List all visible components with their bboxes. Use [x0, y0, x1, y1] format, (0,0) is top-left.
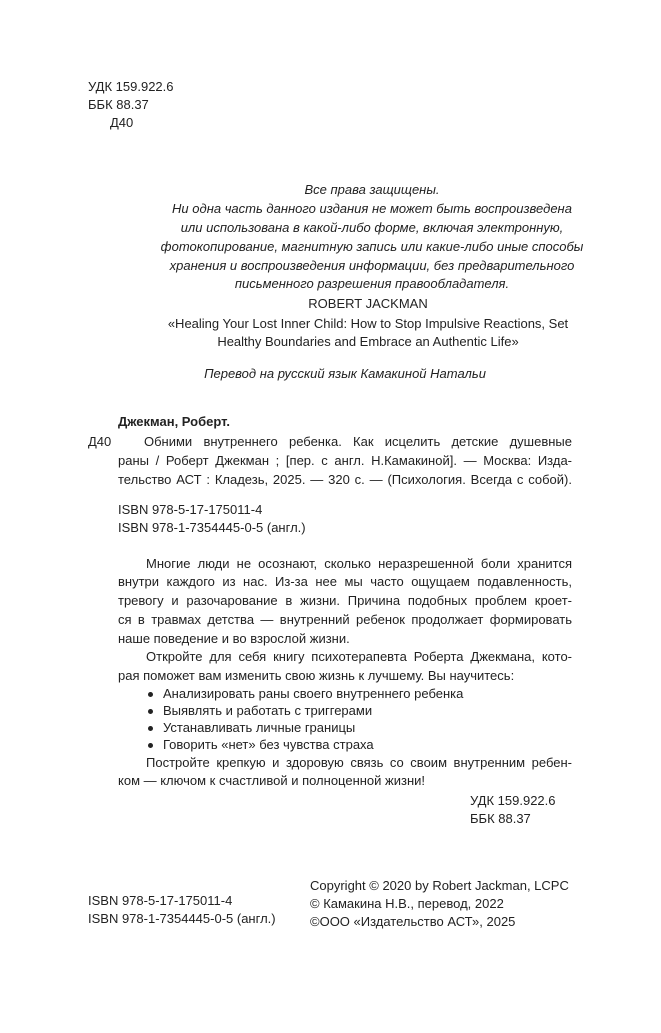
bullet-item — [148, 720, 355, 735]
rights-line: фотокопирование, магнитную запись или какие-либо иные способы — [160, 239, 584, 254]
annotation-line: наше поведение и во взрослой жизни. — [118, 631, 350, 646]
copyright-line: ©ООО «Издательство АСТ», 2025 — [310, 914, 516, 929]
rights-line: хранения и воспроизведения информации, без предварительного — [169, 258, 575, 273]
bullet-icon — [148, 743, 153, 748]
bullet-icon — [148, 726, 153, 731]
bullet-icon — [148, 692, 153, 697]
bullet-item — [148, 737, 374, 752]
annotation-line: Откройте для себя книгу психотерапевта Роберта Джекмана, кото- — [146, 649, 572, 664]
bullet-text: Выявлять и работать с триггерами — [163, 703, 373, 718]
bullet-icon — [148, 709, 153, 714]
rights-line: Ни одна часть данного издания не может быть воспроизведена — [172, 201, 572, 216]
catalog-line: раны / Роберт Джекман ; [пер. с англ. Н.Камакиной]. — Москва: Изда- — [118, 453, 572, 468]
annotation-line: тревогу и разочарование в жизни. Причина подобных проблем кроет- — [118, 593, 572, 608]
isbn-line: ISBN 978-1-7354445-0-5 (англ.) — [88, 911, 276, 926]
translation-credit: Перевод на русский язык Камакиной Натальи — [204, 366, 486, 381]
annotation-line: Постройте крепкую и здоровую связь со своим внутренним ребен- — [146, 755, 572, 770]
annotation-line: ком — ключом к счастливой и полноценной жизни! — [118, 773, 426, 788]
bullet-text: Говорить «нет» без чувства страха — [163, 737, 374, 752]
catalog-isbn: ISBN 978-5-17-175011-4 — [118, 502, 263, 517]
copyright-line: Copyright © 2020 by Robert Jackman, LCPC — [310, 878, 569, 893]
footer-udk: УДК 159.922.6 — [470, 793, 556, 808]
catalog-line: Обними внутреннего ребенка. Как исцелить детские душевные — [144, 434, 572, 449]
annotation-line: Многие люди не осознают, сколько неразрешенной боли хранится — [146, 556, 572, 571]
bullet-item — [148, 703, 372, 718]
annotation-line: ся в травмах детства — внутренний ребенок продолжает формировать — [118, 612, 572, 627]
original-title-line: «Healing Your Lost Inner Child: How to Stop Impulsive Reactions, Set — [167, 316, 569, 331]
udk-code: УДК 159.922.6 — [88, 79, 174, 94]
catalog-code: Д40 — [88, 434, 112, 449]
catalog-line: тельство АСТ : Кладезь, 2025. — 320 с. — (Психология. Всегда с собой). — [118, 472, 572, 487]
rights-line: письменного разрешения правообладателя. — [234, 276, 510, 291]
rights-line: или использована в какой-либо форме, включая электронную, — [180, 220, 564, 235]
bullet-text: Анализировать раны своего внутреннего ребенка — [163, 686, 464, 701]
bullet-text: Устанавливать личные границы — [163, 720, 356, 735]
annotation-line: рая поможет вам изменить свою жизнь к лучшему. Вы научитесь: — [118, 668, 515, 683]
annotation-line: внутри каждого из нас. Из-за нее мы часто ощущаем подавленность, — [118, 574, 572, 589]
catalog-author: Джекман, Роберт. — [118, 414, 230, 429]
catalog-isbn: ISBN 978-1-7354445-0-5 (англ.) — [118, 520, 306, 535]
footer-bbk: ББК 88.37 — [470, 811, 531, 826]
bullet-item — [148, 686, 463, 701]
isbn-line: ISBN 978-5-17-175011-4 — [88, 893, 233, 908]
original-title-line: Healthy Boundaries and Embrace an Authentic Life» — [217, 334, 519, 349]
copyright-line: © Камакина Н.В., перевод, 2022 — [310, 896, 504, 911]
author-code: Д40 — [110, 115, 134, 130]
bbk-code: ББК 88.37 — [88, 97, 149, 112]
rights-line: Все права защищены. — [304, 182, 440, 197]
original-author: ROBERT JACKMAN — [308, 296, 428, 311]
